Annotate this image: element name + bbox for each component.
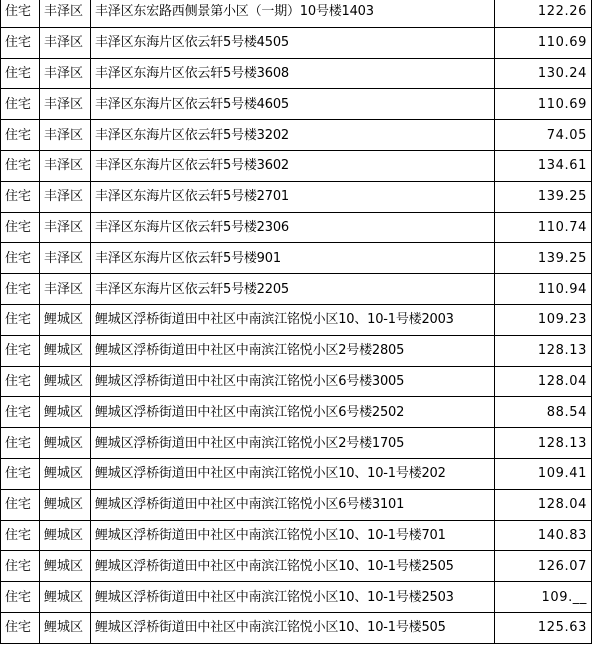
cell-address: 鲤城区浮桥街道田中社区中南滨江铭悦小区10、10-1号楼2003 — [91, 304, 495, 335]
cell-district: 丰泽区 — [40, 58, 91, 89]
cell-district: 鲤城区 — [40, 520, 91, 551]
cell-property-type: 住宅 — [1, 335, 40, 366]
table-row — [1, 551, 592, 582]
cell-address: 丰泽区东海片区依云轩5号楼901 — [91, 243, 495, 274]
property-table-body — [1, 0, 592, 643]
cell-area: 110.69 — [495, 27, 592, 58]
cell-area: 139.25 — [495, 181, 592, 212]
cell-property-type: 住宅 — [1, 243, 40, 274]
cell-address: 丰泽区东海片区依云轩5号楼2205 — [91, 274, 495, 305]
cell-property-type: 住宅 — [1, 397, 40, 428]
cell-address: 鲤城区浮桥街道田中社区中南滨江铭悦小区2号楼2805 — [91, 335, 495, 366]
cell-district: 鲤城区 — [40, 458, 91, 489]
table-row — [1, 181, 592, 212]
cell-property-type: 住宅 — [1, 428, 40, 459]
cell-address: 丰泽区东海片区依云轩5号楼3608 — [91, 58, 495, 89]
cell-area: 74.05 — [495, 120, 592, 151]
cell-district: 鲤城区 — [40, 366, 91, 397]
cell-area: 122.26 — [495, 0, 592, 27]
table-row — [1, 120, 592, 151]
table-row — [1, 150, 592, 181]
cell-address: 鲤城区浮桥街道田中社区中南滨江铭悦小区10、10-1号楼2505 — [91, 551, 495, 582]
cell-property-type: 住宅 — [1, 89, 40, 120]
cell-address: 鲤城区浮桥街道田中社区中南滨江铭悦小区2号楼1705 — [91, 428, 495, 459]
table-row — [1, 582, 592, 613]
table-row — [1, 274, 592, 305]
table-row — [1, 520, 592, 551]
cell-address: 鲤城区浮桥街道田中社区中南滨江铭悦小区10、10-1号楼701 — [91, 520, 495, 551]
cell-area: 125.63 — [495, 612, 592, 643]
cell-address: 丰泽区东海片区依云轩5号楼4505 — [91, 27, 495, 58]
table-row — [1, 489, 592, 520]
cell-property-type: 住宅 — [1, 366, 40, 397]
cell-area: 110.69 — [495, 89, 592, 120]
table-row — [1, 58, 592, 89]
cell-area: 110.94 — [495, 274, 592, 305]
cell-district: 丰泽区 — [40, 27, 91, 58]
cell-area: 128.13 — [495, 335, 592, 366]
cell-district: 鲤城区 — [40, 582, 91, 613]
cell-property-type: 住宅 — [1, 551, 40, 582]
cell-district: 丰泽区 — [40, 0, 91, 27]
cell-area: 140.83 — [495, 520, 592, 551]
cell-property-type: 住宅 — [1, 612, 40, 643]
cell-area: 88.54 — [495, 397, 592, 428]
cell-district: 鲤城区 — [40, 304, 91, 335]
cell-address: 鲤城区浮桥街道田中社区中南滨江铭悦小区6号楼3101 — [91, 489, 495, 520]
table-row — [1, 397, 592, 428]
cell-property-type: 住宅 — [1, 0, 40, 27]
table-row — [1, 458, 592, 489]
cell-property-type: 住宅 — [1, 489, 40, 520]
cell-area: 128.04 — [495, 366, 592, 397]
cell-district: 丰泽区 — [40, 243, 91, 274]
cell-address: 丰泽区东海片区依云轩5号楼3602 — [91, 150, 495, 181]
cell-area: 134.61 — [495, 150, 592, 181]
table-row — [1, 612, 592, 643]
table-row — [1, 27, 592, 58]
cell-property-type: 住宅 — [1, 304, 40, 335]
cell-property-type: 住宅 — [1, 458, 40, 489]
cell-address: 丰泽区东海片区依云轩5号楼3202 — [91, 120, 495, 151]
cell-area: 109.__ — [495, 582, 592, 613]
cell-property-type: 住宅 — [1, 58, 40, 89]
table-row — [1, 243, 592, 274]
cell-address: 鲤城区浮桥街道田中社区中南滨江铭悦小区10、10-1号楼2503 — [91, 582, 495, 613]
cell-address: 丰泽区东海片区依云轩5号楼4605 — [91, 89, 495, 120]
cell-district: 丰泽区 — [40, 120, 91, 151]
cell-area: 109.41 — [495, 458, 592, 489]
cell-property-type: 住宅 — [1, 27, 40, 58]
cell-area: 139.25 — [495, 243, 592, 274]
cell-district: 丰泽区 — [40, 150, 91, 181]
cell-area: 128.13 — [495, 428, 592, 459]
cell-address: 鲤城区浮桥街道田中社区中南滨江铭悦小区6号楼3005 — [91, 366, 495, 397]
cell-property-type: 住宅 — [1, 274, 40, 305]
cell-property-type: 住宅 — [1, 181, 40, 212]
cell-property-type: 住宅 — [1, 120, 40, 151]
table-row — [1, 335, 592, 366]
cell-district: 鲤城区 — [40, 335, 91, 366]
cell-district: 鲤城区 — [40, 397, 91, 428]
table-row — [1, 0, 592, 27]
cell-property-type: 住宅 — [1, 212, 40, 243]
table-row — [1, 304, 592, 335]
cell-district: 丰泽区 — [40, 212, 91, 243]
cell-address: 鲤城区浮桥街道田中社区中南滨江铭悦小区10、10-1号楼202 — [91, 458, 495, 489]
cell-property-type: 住宅 — [1, 150, 40, 181]
cell-area: 110.74 — [495, 212, 592, 243]
cell-area: 130.24 — [495, 58, 592, 89]
cell-district: 丰泽区 — [40, 274, 91, 305]
cell-property-type: 住宅 — [1, 520, 40, 551]
cell-address: 丰泽区东海片区依云轩5号楼2306 — [91, 212, 495, 243]
table-row — [1, 428, 592, 459]
cell-district: 丰泽区 — [40, 181, 91, 212]
cell-area: 109.23 — [495, 304, 592, 335]
cell-district: 鲤城区 — [40, 489, 91, 520]
cell-district: 鲤城区 — [40, 428, 91, 459]
cell-district: 鲤城区 — [40, 551, 91, 582]
cell-area: 128.04 — [495, 489, 592, 520]
table-row — [1, 212, 592, 243]
cell-property-type: 住宅 — [1, 582, 40, 613]
cell-district: 丰泽区 — [40, 89, 91, 120]
table-row — [1, 366, 592, 397]
cell-area: 126.07 — [495, 551, 592, 582]
cell-address: 丰泽区东宏路西侧景第小区（一期）10号楼1403 — [91, 0, 495, 27]
cell-address: 丰泽区东海片区依云轩5号楼2701 — [91, 181, 495, 212]
cell-district: 鲤城区 — [40, 612, 91, 643]
cell-address: 鲤城区浮桥街道田中社区中南滨江铭悦小区10、10-1号楼505 — [91, 612, 495, 643]
table-row — [1, 89, 592, 120]
cell-address: 鲤城区浮桥街道田中社区中南滨江铭悦小区6号楼2502 — [91, 397, 495, 428]
